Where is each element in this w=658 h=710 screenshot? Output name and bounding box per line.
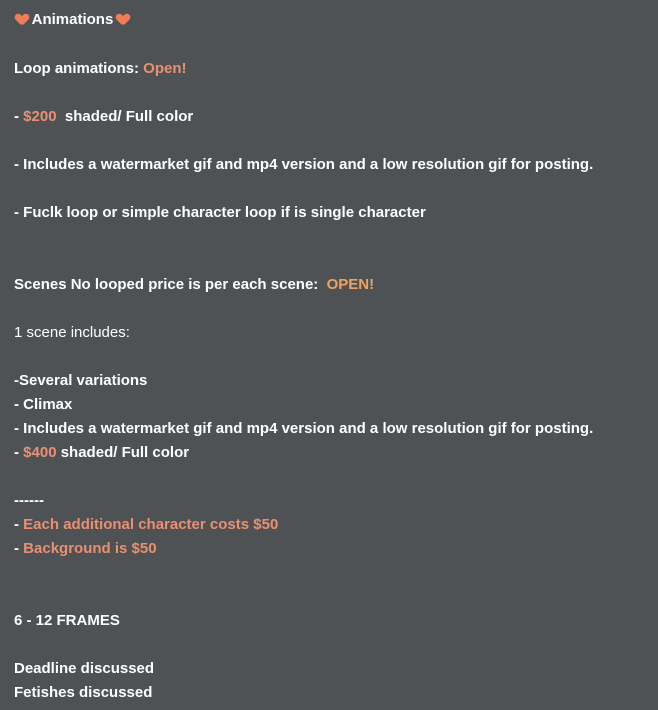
scene-price-suffix: shaded/ Full color [56,444,190,461]
animations-title: Animations [31,11,114,28]
loop-includes: - Includes a watermarket gif and mp4 version and a low resolution gif for posting. [14,156,594,173]
extra-character: Each additional character costs $50 [23,516,279,533]
loop-price-line [14,105,193,129]
loop-status-line [14,57,187,81]
deadline-note: Deadline discussed [14,660,155,677]
loop-price-suffix: shaded/ Full color [56,108,194,125]
scene-variations: -Several variations [14,372,148,389]
scene-intro: 1 scene includes: [14,324,130,341]
loop-status: Open! [143,60,187,77]
scene-price: $400 [23,444,57,461]
scenes-status: OPEN! [326,276,375,293]
loop-price-prefix: - [14,108,24,125]
scene-includes: - Includes a watermarket gif and mp4 version and a low resolution gif for posting. [14,420,594,437]
animations-heading [16,8,129,32]
scenes-status-line [14,273,374,297]
scene-price-prefix: - [14,444,24,461]
loop-label: Loop animations: [14,60,144,77]
extra-background-line [14,537,157,561]
fetishes-note: Fetishes discussed [14,684,153,701]
loop-detail: - Fuclk loop or simple character loop if is single character [14,204,426,221]
loop-price: $200 [23,108,57,125]
extra-background: Background is $50 [23,540,157,557]
extra-prefix: - [14,516,24,533]
heart-icon [117,14,129,25]
scene-climax: - Climax [14,396,73,413]
divider: ------ [14,492,44,509]
scenes-label: Scenes No looped price is per each scene: [14,276,327,293]
extra-prefix: - [14,540,24,557]
extra-character-line [14,513,278,537]
scene-price-line [14,441,189,465]
heart-icon [16,14,28,25]
frames-count: 6 - 12 FRAMES [14,612,120,629]
